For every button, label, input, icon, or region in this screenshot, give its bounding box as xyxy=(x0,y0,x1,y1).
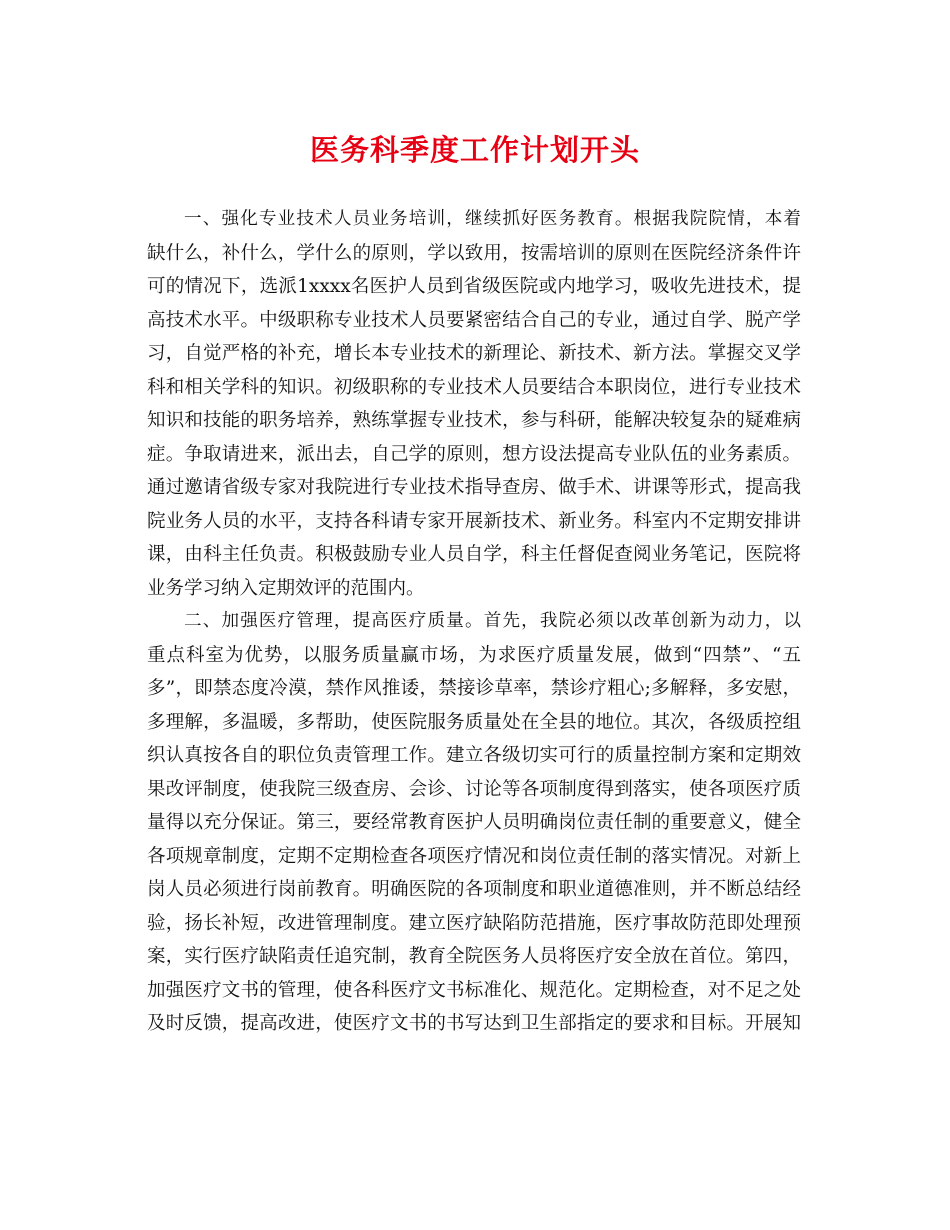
text-line: 量得以充分保证。第三，要经常教育医护人员明确岗位责任制的重要意义，健全 xyxy=(147,812,801,833)
text-line: 多”，即禁态度冷漠，禁作风推诿，禁接诊草率，禁诊疗粗心;多解释，多安慰， xyxy=(147,678,801,699)
text-line: 岗人员必须进行岗前教育。明确医院的各项制度和职业道德准则，并不断总结经 xyxy=(147,879,801,900)
text-line: 各项规章制度，定期不定期检查各项医疗情况和岗位责任制的落实情况。对新上 xyxy=(147,845,801,867)
text-line: 可的情况下，选派1xxxx名医护人员到省级医院或内地学习，吸收先进技术，提 xyxy=(147,276,801,297)
text-line: 缺什么，补什么，学什么的原则，学以致用，按需培训的原则在医院经济条件许 xyxy=(147,242,801,264)
paragraph-2 xyxy=(147,605,801,1041)
text-line: 科和相关学科的知识。初级职称的专业技术人员要结合本职岗位，进行专业技术 xyxy=(147,376,801,398)
document-title: 医务科季度工作计划开头 xyxy=(309,133,640,167)
text-line: 二、加强医疗管理，提高医疗质量。首先，我院必须以改革创新为动力，以 xyxy=(184,611,801,631)
text-line: 织认真按各自的职位负责管理工作。建立各级切实可行的质量控制方案和定期效 xyxy=(147,745,801,766)
document-body xyxy=(147,203,801,1041)
paragraph-1 xyxy=(147,203,801,605)
text-line: 果改评制度，使我院三级查房、会诊、讨论等各项制度得到落实，使各项医疗质 xyxy=(147,778,801,800)
text-line: 加强医疗文书的管理，使各科医疗文书标准化、规范化。定期检查，对不足之处 xyxy=(147,979,801,1001)
text-line: 症。争取请进来，派出去，自己学的原则，想方设法提高专业队伍的业务素质。 xyxy=(147,443,801,465)
text-line: 多理解，多温暖，多帮助，使医院服务质量处在全县的地位。其次，各级质控组 xyxy=(147,711,801,733)
text-line: 知识和技能的职务培养，熟练掌握专业技术，参与科研，能解决较复杂的疑难病 xyxy=(147,410,801,431)
text-line: 课，由科主任负责。积极鼓励专业人员自学，科主任督促查阅业务笔记，医院将 xyxy=(147,544,801,565)
text-line: 案，实行医疗缺陷责任追究制，教育全院医务人员将医疗安全放在首位。第四， xyxy=(147,946,801,967)
text-line: 一、强化专业技术人员业务培训，继续抓好医务教育。根据我院院情，本着 xyxy=(184,209,801,229)
text-line: 验，扬长补短，改进管理制度。建立医疗缺陷防范措施，医疗事故防范即处理预 xyxy=(147,912,801,934)
text-line: 通过邀请省级专家对我院进行专业技术指导查房、做手术、讲课等形式，提高我 xyxy=(147,477,801,498)
text-line: 院业务人员的水平，支持各科请专家开展新技术、新业务。科室内不定期安排讲 xyxy=(147,510,801,532)
text-line: 重点科室为优势，以服务质量赢市场，为求医疗质量发展，做到“四禁”、“五 xyxy=(147,644,801,666)
text-line: 业务学习纳入定期效评的范围内。 xyxy=(147,577,425,599)
text-line: 习，自觉严格的补充，增长本专业技术的新理论、新技术、新方法。掌握交叉学 xyxy=(147,343,801,364)
text-line: 及时反馈，提高改进，使医疗文书的书写达到卫生部指定的要求和目标。开展知 xyxy=(147,1013,801,1034)
text-line: 高技术水平。中级职称专业技术人员要紧密结合自己的专业，通过自学、脱产学 xyxy=(147,309,801,331)
